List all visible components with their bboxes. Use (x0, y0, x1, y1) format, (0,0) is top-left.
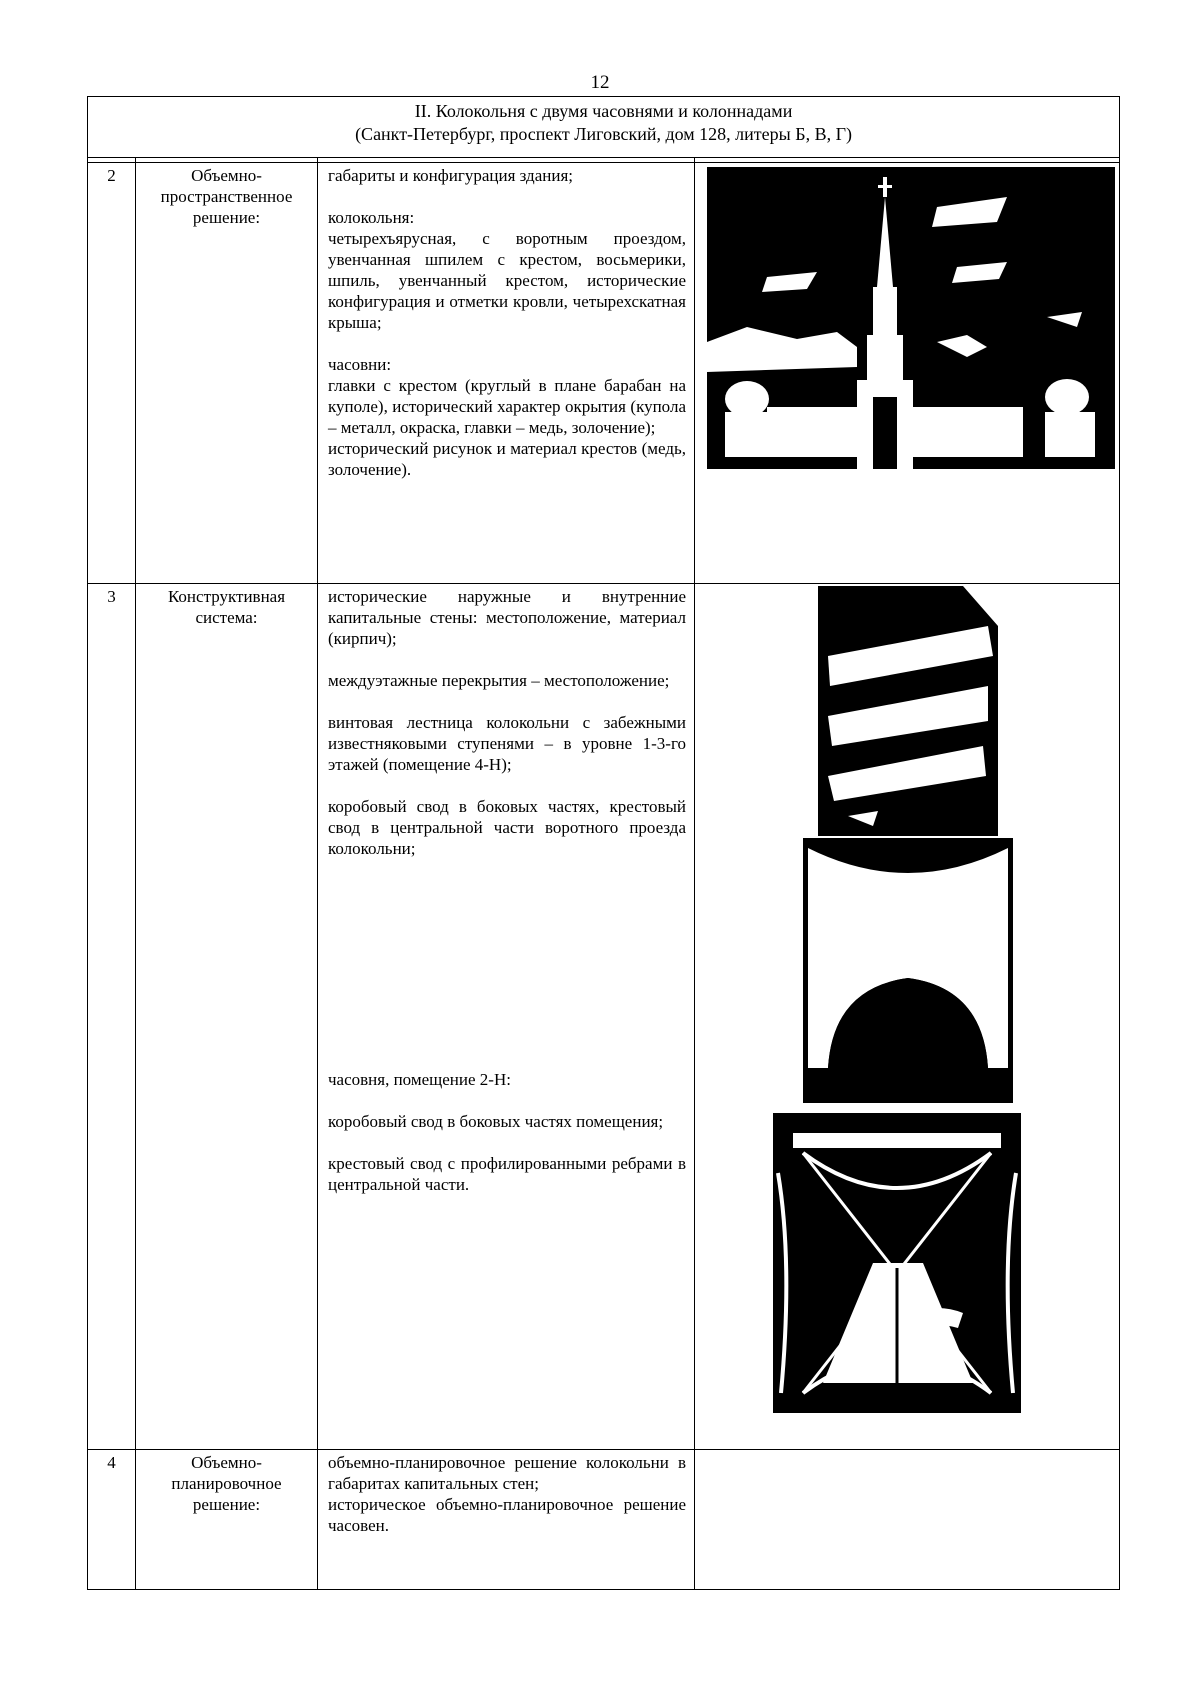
row-photo-cell (695, 1450, 1120, 1590)
row-number: 3 (88, 584, 136, 1450)
desc-paragraph: объемно-планировочное решение колокольни в габаритах капитальных стен; (328, 1453, 686, 1493)
table-header-row (88, 97, 1120, 158)
header-title: II. Колокольня с двумя часовнями и колоннадами (414, 101, 793, 121)
spiral-staircase-photo (818, 586, 998, 836)
desc-paragraph: коробовый свод в боковых частях, крестовый свод в центральной части воротного проезда колокольни; (328, 797, 686, 858)
row-name: Объемно-планировочное решение: (136, 1450, 318, 1590)
bell-tower-photo (707, 167, 1115, 469)
table-row (88, 163, 1120, 584)
row-description (318, 163, 695, 584)
row-number: 4 (88, 1450, 136, 1590)
row-photo-cell (695, 584, 1120, 1450)
desc-paragraph: главки с крестом (круглый в плане барабан на куполе), исторический характер окрытия (купола – металл, окраска, главки – медь, золочение); (328, 376, 686, 437)
row-name: Объемно-пространственное решение: (136, 163, 318, 584)
header-address: (Санкт-Петербург, проспект Лиговский, дом 128, литеры Б, В, Г) (355, 124, 852, 144)
table-row (88, 1450, 1120, 1590)
desc-paragraph: исторический рисунок и материал крестов (медь, золочение). (328, 439, 686, 479)
desc-paragraph: междуэтажные перекрытия – местоположение; (328, 671, 670, 690)
row-number: 2 (88, 163, 136, 584)
desc-paragraph: историческое объемно-планировочное решение часовен. (328, 1495, 686, 1535)
desc-paragraph: четырехъярусная, с воротным проездом, увенчанная шпилем с крестом, восьмерики, шпиль, увенчанный крестом, исторические конфигурация и отметки кровли, четырехскатная крыша; (328, 229, 686, 332)
desc-paragraph: габариты и конфигурация здания; (328, 166, 573, 185)
row-photo-cell (695, 163, 1120, 584)
desc-paragraph: винтовая лестница колокольни с забежными известняковыми ступенями – в уровне 1-3-го этажей (помещение 4-Н); (328, 713, 686, 774)
desc-paragraph: часовня, помещение 2-Н: (328, 1070, 511, 1089)
protected-features-table (87, 96, 1120, 1590)
vaulted-passage-photo (803, 838, 1013, 1103)
row-description (318, 1450, 695, 1590)
desc-paragraph: часовни: (328, 355, 392, 374)
table-header (88, 97, 1120, 158)
desc-paragraph: коробовый свод в боковых частях помещения; (328, 1112, 664, 1131)
row-description (318, 584, 695, 1450)
desc-paragraph: крестовый свод с профилированными ребрами в центральной части. (328, 1154, 686, 1194)
row-name: Конструктивная система: (136, 584, 318, 1450)
desc-paragraph: исторические наружные и внутренние капитальные стены: местоположение, материал (кирпич); (328, 587, 686, 648)
table-row (88, 584, 1120, 1450)
cross-vault-photo (773, 1113, 1021, 1413)
page-number: 12 (590, 72, 610, 93)
desc-paragraph: колокольня: (328, 208, 415, 227)
